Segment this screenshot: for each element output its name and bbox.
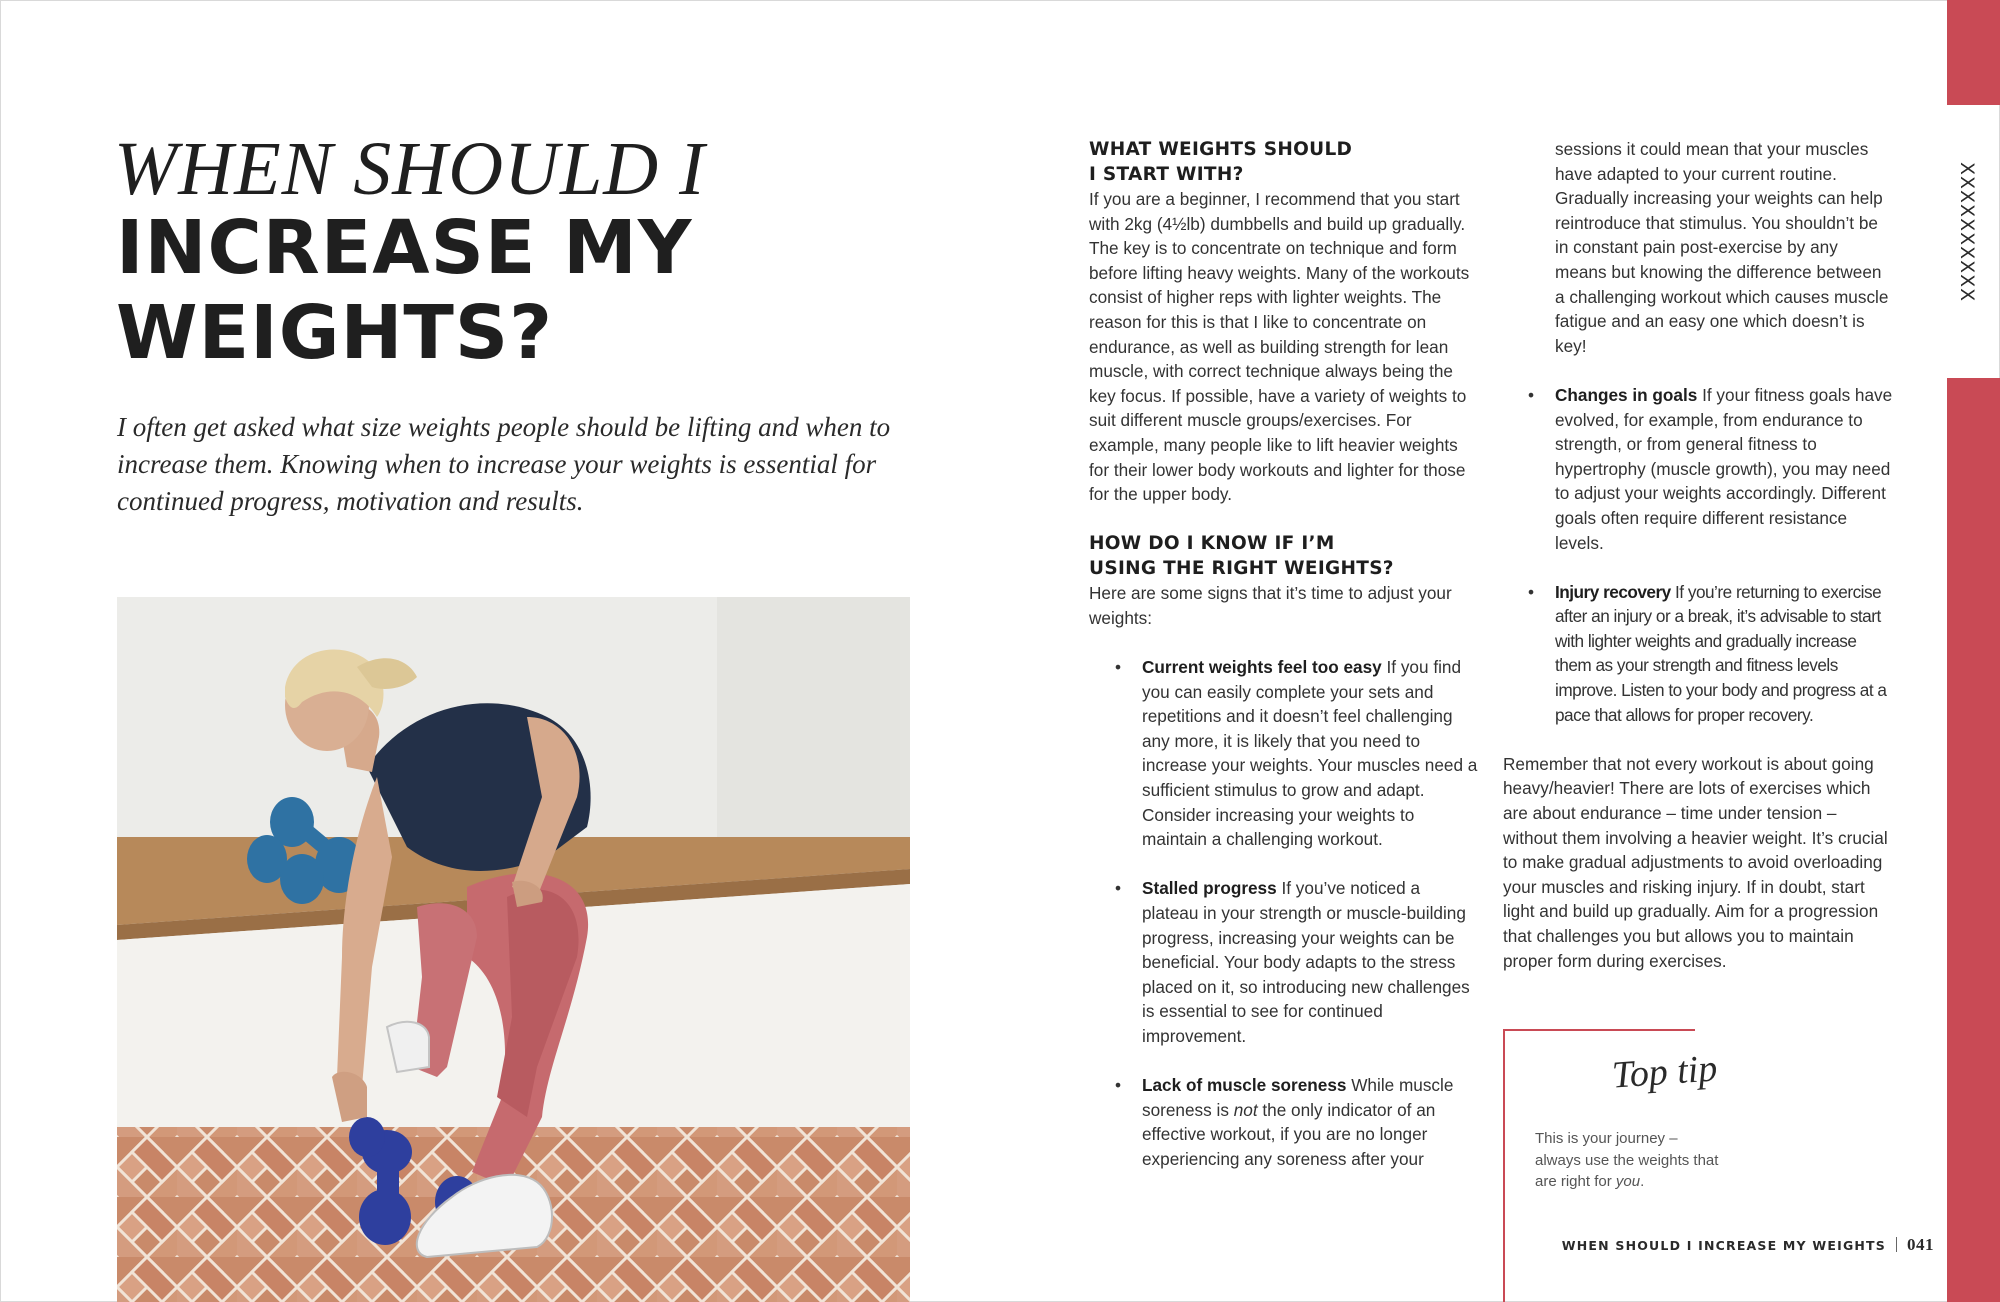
workout-photo [117,597,910,1302]
list-item [1503,383,1893,555]
tip-emphasis: you [1615,1173,1641,1190]
page-title-line-1: WHEN SHOULD I [114,127,706,211]
closing-paragraph: Remember that not every workout is about going heavy/heavier! There are lots of exercises which are about endurance – time under tension – without them involving a heavier weight. It’s crucial to make gradual adjustments to avoid overloading your muscles and risking injury. If in doubt, start light and build up gradually. Aim for a progression that challenges you but allows you to maintain proper form during exercises. [1503,753,1888,971]
tip-border-top [1503,1029,1695,1031]
side-tab-upper [1947,0,2000,105]
page-title-line-2: INCREASE MY [116,205,693,291]
bullet-text: the only indicator of an effective workout, if you are no longer experiencing any soreness after your [1142,1099,1436,1169]
text-column-2 [1503,137,1893,997]
section-1-body: If you are a beginner, I recommend that you start with 2kg (4½lb) dumbbells and build up gradually. The key is to concentrate on technique and form before lifting heavy weights. Many of the workouts consist of higher reps with lighter weights. The reason for this is that I like to concentrate on endurance, as well as building strength for lean muscle, with correct technique always being the key focus. If possible, have a variety of weights to suit different muscle groups/exercises. For example, many people like to lift heavier weights for their lower body workouts and lighter for those for the upper body. [1089,189,1470,505]
list-item [1503,580,1893,728]
bullet-text: If you’re returning to exercise after an injury or a break, it’s advisable to start with lighter weights and gradually increase them as your strength and fitness levels improve. Listen to your body and progress at a pace that allows for proper recovery. [1555,581,1887,725]
side-tab-lower [1947,378,2000,1302]
bullet-continuation: sessions it could mean that your muscles have adapted to your current routine. Gradually increasing your weights can help reintroduce that stimulus. You shouldn’t be in constant pain post-exercise by any means but knowing the difference between a challenging workout which causes muscle fatigue and an easy one which doesn’t is key! [1555,139,1889,356]
section-heading-what-weights [1089,137,1479,187]
bullet-term: Lack of muscle soreness [1142,1075,1347,1096]
tip-border-left [1503,1029,1505,1302]
bullet-emphasis: not [1233,1099,1258,1120]
bullet-text: If you’ve noticed a plateau in your strength or muscle-building progress, increasing your weights can be beneficial. Your body adapts to the stress placed on it, so introducing new challenges is essential to see for continued improvement. [1142,878,1470,1046]
bullet-term: Changes in goals [1555,384,1698,405]
page-number: 041 [1907,1235,1934,1254]
running-head: WHEN SHOULD I INCREASE MY WEIGHTS [1561,1238,1886,1253]
bullet-term: Injury recovery [1555,581,1671,602]
bullet-text: While muscle soreness is [1142,1075,1454,1120]
section-heading-how-do-i-know [1089,531,1479,581]
list-item [1089,655,1479,852]
page-title-line-3: WEIGHTS? [116,290,554,376]
heading-line: USING THE RIGHT WEIGHTS? [1089,558,1394,580]
page-footer [1562,1235,1934,1255]
section-2-intro: Here are some signs that it’s time to adjust your weights: [1089,583,1452,628]
list-item [1089,876,1479,1048]
heading-line: I START WITH? [1089,164,1244,185]
tip-text-part: This is your journey – always use the weights that are right for [1535,1130,1719,1190]
top-tip-text [1535,1128,1725,1193]
signs-list [1089,655,1479,1171]
bullet-term: Stalled progress [1142,878,1277,899]
side-tab-label [1956,162,1990,322]
top-tip-title: Top tip [1610,1047,1719,1097]
bullet-term: Current weights feel too easy [1142,657,1382,678]
woman-lifting-dumbbells-illustration [117,597,910,1302]
footer-divider [1896,1237,1897,1252]
intro-paragraph: I often get asked what size weights people should be lifting and when to increase them. Knowing when to increase your weights is essential for continued progress, motivation and results. [117,412,891,516]
heading-line: WHAT WEIGHTS SHOULD [1089,139,1353,160]
bullet-text: If you find you can easily complete your sets and repetitions and it doesn’t feel challenging any more, it is likely that you need to increase your weights. Your muscles need a sufficient stimulus to grow and adapt. Consider increasing your weights to maintain a challenging workout. [1142,657,1478,850]
side-tab-text: XXXXXXXXXX [1956,162,1978,303]
signs-list-continued [1503,383,1893,727]
tip-text-part: . [1640,1173,1645,1190]
heading-line: HOW DO I KNOW IF I’M [1089,533,1335,555]
list-item [1089,1073,1479,1171]
bullet-text: If your fitness goals have evolved, for example, from endurance to strength, or from general fitness to hypertrophy (muscle growth), you may need to adjust your weights accordingly. Different goals often require different resistance levels. [1555,384,1893,553]
text-column-1 [1089,137,1479,1172]
